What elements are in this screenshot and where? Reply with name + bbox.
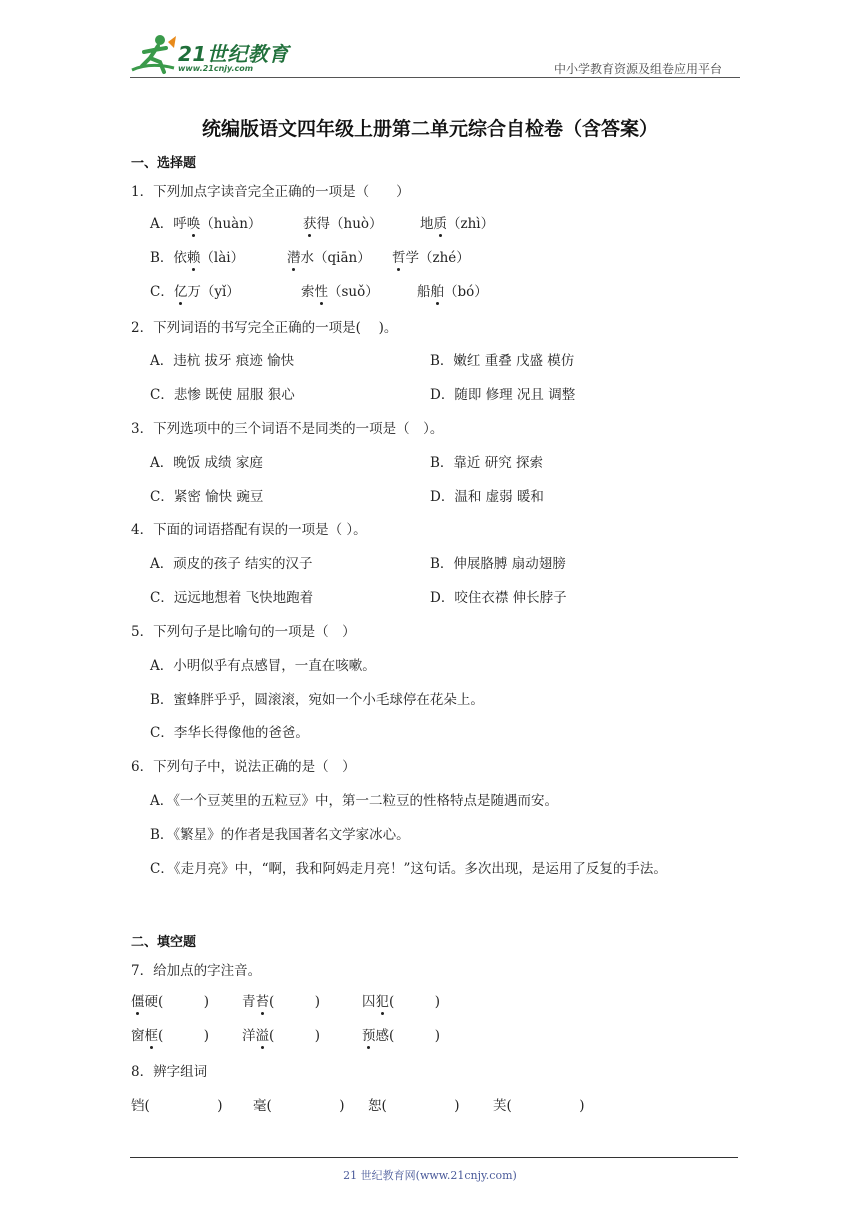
word-part: （lài）: [200, 250, 245, 266]
dotted-char: 潜: [287, 246, 301, 266]
dotted-char: 苔: [256, 990, 270, 1010]
item-pre: 窗: [131, 1028, 145, 1044]
q1-option-c-word2: [301, 280, 379, 300]
q3-option-c: C．紧密 愉快 豌豆: [150, 489, 264, 505]
runner-logo-icon: [130, 32, 180, 78]
dotted-char: 获: [303, 212, 317, 232]
q5-option-c: C．李华长得像他的爸爸。: [150, 725, 309, 741]
question-1-stem: 1．下列加点字读音完全正确的一项是（ ）: [131, 184, 410, 200]
section-heading-fill: 二、填空题: [131, 935, 197, 950]
dotted-char: 犯: [376, 990, 390, 1010]
q3-option-a: A．晚饭 成绩 家庭: [150, 455, 263, 471]
q6-option-c: C．《走月亮》中，“啊，我和阿妈走月亮！”这句话。多次出现，是运用了反复的手法。: [150, 861, 667, 877]
question-3-stem: 3．下列选项中的三个词语不是同类的一项是（ ）。: [131, 421, 444, 437]
word-part: 水（qiān）: [300, 250, 371, 266]
dotted-char: 质: [434, 212, 448, 232]
dotted-char: 哲: [392, 246, 406, 266]
word-part: （suǒ）: [328, 284, 379, 300]
option-label: B．: [150, 250, 174, 266]
item-rest: 硬( ): [144, 994, 210, 1010]
q7-item: [362, 990, 440, 1010]
section-heading-choice: 一、选择题: [131, 156, 197, 171]
site-name: 中小学教育资源及组卷应用平台: [553, 62, 722, 76]
q1-option-b: [150, 246, 244, 266]
dotted-char: 框: [145, 1024, 159, 1044]
word-part: 万（yǐ）: [187, 284, 240, 300]
question-7-stem: 7．给加点的字注音。: [131, 963, 262, 979]
logo-url: www.21cnjy.com: [178, 64, 254, 73]
dotted-char: 亿: [174, 280, 188, 300]
q8-item: 铛( ): [131, 1098, 223, 1114]
q8-item: 毫( ): [253, 1098, 345, 1114]
question-5-stem: 5．下列句子是比喻句的一项是（ ）: [131, 624, 356, 640]
word-part: （bó）: [444, 284, 488, 300]
q4-option-b: B．伸展胳膊 扇动翅膀: [430, 556, 566, 572]
word-part: 船: [417, 284, 431, 300]
q2-option-d: D．随即 修理 况且 调整: [430, 387, 576, 403]
dotted-char: 僵: [131, 990, 145, 1010]
q2-option-b: B．嫩红 重叠 戊盛 模仿: [430, 353, 575, 369]
q6-option-a: A．《一个豆荚里的五粒豆》中，第一二粒豆的性格特点是随遇而安。: [150, 793, 558, 809]
word-part: （huàn）: [200, 216, 262, 232]
dotted-char: 性: [315, 280, 329, 300]
q4-option-c: C．远远地想着 飞快地跑着: [150, 590, 314, 606]
option-label: A．: [150, 216, 174, 232]
item-pre: 青: [242, 994, 256, 1010]
dotted-char: 预: [362, 1024, 376, 1044]
question-2-stem: 2．下列词语的书写完全正确的一项是( )。: [131, 320, 398, 336]
footer-divider: [130, 1157, 738, 1158]
item-pre: 洋: [242, 1028, 256, 1044]
word-part: 学（zhé）: [405, 250, 470, 266]
page-header: [130, 30, 740, 80]
q6-option-b: B．《繁星》的作者是我国著名文学家冰心。: [150, 827, 410, 843]
q1-option-b-word3: [392, 246, 470, 266]
page-footer: 21 世纪教育网(www.21cnjy.com): [343, 1169, 517, 1182]
q7-item: [131, 1024, 209, 1044]
item-rest: ( ): [158, 1028, 210, 1044]
word-part: 得（huò）: [316, 216, 383, 232]
q4-option-a: A．顽皮的孩子 结实的汉子: [150, 556, 313, 572]
q1-option-a-word3: [420, 212, 494, 232]
q3-option-d: D．温和 虚弱 暖和: [430, 489, 544, 505]
q5-option-b: B．蜜蜂胖乎乎，圆滚滚，宛如一个小毛球停在花朵上。: [150, 692, 484, 708]
q7-item: [362, 1024, 440, 1044]
logo-text: 21世纪教育: [178, 42, 289, 66]
question-8-stem: 8．辨字组词: [131, 1064, 208, 1080]
item-rest: ( ): [269, 1028, 321, 1044]
q4-option-d: D．咬住衣襟 伸长脖子: [430, 590, 567, 606]
q7-item: [242, 990, 320, 1010]
q2-option-a: A．违杭 拔牙 痕迹 愉快: [150, 353, 295, 369]
dotted-char: 溢: [256, 1024, 270, 1044]
item-pre: 囚: [362, 994, 376, 1010]
question-4-stem: 4．下面的词语搭配有误的一项是（ ）。: [131, 522, 367, 538]
q3-option-b: B．靠近 研究 探索: [430, 455, 544, 471]
q8-item: 恕( ): [368, 1098, 460, 1114]
dotted-char: 赖: [187, 246, 201, 266]
q1-option-a: [150, 212, 261, 232]
page-title: 统编版语文四年级上册第二单元综合自检卷（含答案）: [201, 118, 658, 140]
word-part: （zhì）: [447, 216, 495, 232]
item-rest: ( ): [269, 994, 321, 1010]
word-part: 呼: [173, 216, 187, 232]
q1-option-a-word2: [303, 212, 383, 232]
q2-option-c: C．悲惨 既使 屈服 狠心: [150, 387, 295, 403]
dotted-char: 舶: [431, 280, 445, 300]
q8-item: 芙( ): [493, 1098, 585, 1114]
q1-option-c-word3: [417, 280, 488, 300]
q1-option-c: [150, 280, 240, 300]
q5-option-a: A．小明似乎有点感冒，一直在咳嗽。: [150, 658, 376, 674]
word-part: 地: [420, 216, 434, 232]
word-part: 依: [173, 250, 187, 266]
item-rest: ( ): [389, 994, 441, 1010]
question-6-stem: 6．下列句子中，说法正确的是（ ）: [131, 759, 356, 775]
word-part: 索: [301, 284, 315, 300]
dotted-char: 唤: [187, 212, 201, 232]
item-rest: 感( ): [375, 1028, 441, 1044]
header-divider: [130, 77, 740, 78]
q7-item: [131, 990, 209, 1010]
option-label: C．: [150, 284, 174, 300]
q7-item: [242, 1024, 320, 1044]
q1-option-b-word2: [287, 246, 371, 266]
site-logo: [130, 30, 290, 78]
